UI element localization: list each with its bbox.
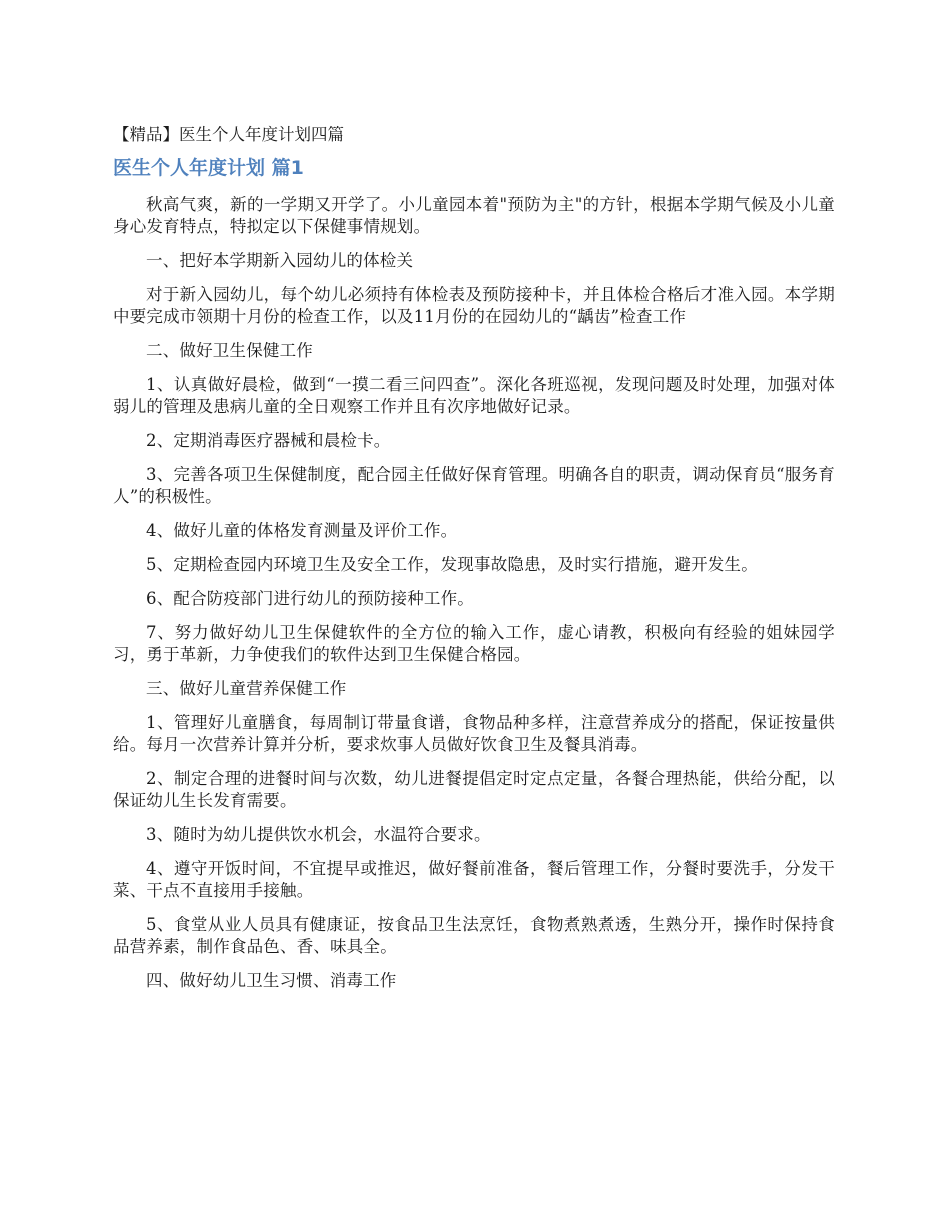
paragraph-item: 2、制定合理的进餐时间与次数，幼儿进餐提倡定时定点定量，各餐合理热能，供给分配，以保证幼儿生长发育需要。 xyxy=(113,769,835,810)
section-heading: 医生个人年度计划 篇1 xyxy=(113,157,304,179)
paragraph-item: 6、配合防疫部门进行幼儿的预防接种工作。 xyxy=(146,589,474,608)
paragraph-item: 7、努力做好幼儿卫生保健软件的全方位的输入工作，虚心请教，积极向有经验的姐妹园学习，勇于革新，力争使我们的软件达到卫生保健合格园。 xyxy=(113,623,835,664)
document-title: 【精品】医生个人年度计划四篇 xyxy=(113,125,344,144)
paragraph-body: 对于新入园幼儿，每个幼儿必须持有体检表及预防接种卡，并且体检合格后才准入园。本学期中要完成市领期十月份的检查工作，以及11月份的在园幼儿的“龋齿”检查工作 xyxy=(113,285,835,326)
paragraph-heading-3: 三、做好儿童营养保健工作 xyxy=(146,679,347,698)
paragraph-item: 3、随时为幼儿提供饮水机会，水温符合要求。 xyxy=(146,825,491,844)
paragraph-heading-4: 四、做好幼儿卫生习惯、消毒工作 xyxy=(146,971,397,990)
paragraph-item: 2、定期消毒医疗器械和晨检卡。 xyxy=(146,431,391,450)
paragraph-heading-1: 一、把好本学期新入园幼儿的体检关 xyxy=(146,251,414,270)
paragraph-item: 1、管理好儿童膳食，每周制订带量食谱，食物品种多样，注意营养成分的搭配，保证按量供给。每月一次营养计算并分析，要求炊事人员做好饮食卫生及餐具消毒。 xyxy=(113,713,835,754)
paragraph-item: 3、完善各项卫生保健制度，配合园主任做好保育管理。明确各自的职责，调动保育员“服务育人”的积极性。 xyxy=(113,465,835,506)
paragraph-intro: 秋高气爽，新的一学期又开学了。小儿童园本着"预防为主"的方针，根据本学期气候及小儿童身心发育特点，特拟定以下保健事情规划。 xyxy=(113,195,835,236)
paragraph-item: 4、遵守开饭时间，不宜提早或推迟，做好餐前准备，餐后管理工作，分餐时要洗手，分发干菜、干点不直接用手接触。 xyxy=(113,859,835,900)
paragraph-item: 5、食堂从业人员具有健康证，按食品卫生法烹饪，食物煮熟煮透，生熟分开，操作时保持食品营养素，制作食品色、香、味具全。 xyxy=(113,915,835,956)
document-page xyxy=(113,122,835,1004)
paragraph-heading-2: 二、做好卫生保健工作 xyxy=(146,341,313,360)
paragraph-item: 5、定期检查园内环境卫生及安全工作，发现事故隐患，及时实行措施，避开发生。 xyxy=(146,555,758,574)
paragraph-item: 1、认真做好晨检，做到“一摸二看三问四查”。深化各班巡视，发现问题及时处理，加强对体弱儿的管理及患病儿童的全日观察工作并且有次序地做好记录。 xyxy=(113,375,835,416)
paragraph-item: 4、做好儿童的体格发育测量及评价工作。 xyxy=(146,521,458,540)
